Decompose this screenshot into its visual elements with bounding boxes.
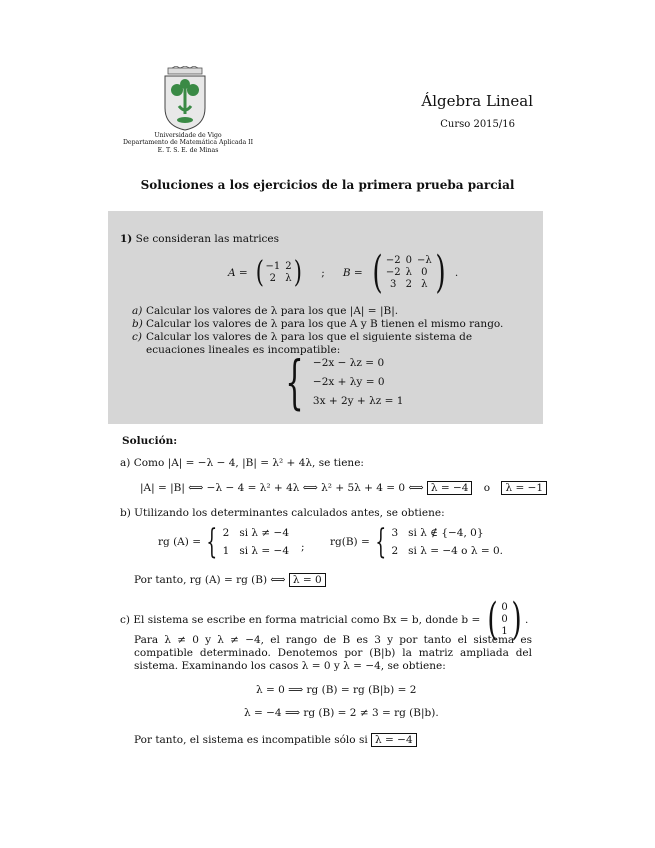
solution-b-conclusion xyxy=(134,574,326,586)
rank-b-label: rg(B) = xyxy=(330,536,370,548)
system-equation: 3x + 2y + λz = 1 xyxy=(312,394,404,407)
answer-box: λ = −4 xyxy=(427,481,473,495)
case-condition: si λ = −4 o λ = 0. xyxy=(408,545,503,557)
conclusion-text: Por tanto, el sistema es incompatible sólo si xyxy=(134,734,368,746)
matrix-a-label: A = xyxy=(228,267,248,279)
matrix-b-label: B = xyxy=(342,267,363,279)
matrix-cell: 0 xyxy=(421,267,428,278)
solution-c-paragraph: Para λ ≠ 0 y λ ≠ −4, el rango de B es 3 y por tanto el sistema es compatible determinado. Denotemos por (B|b) la matriz ampliada del sistema. Examinando los casos λ = 0 y λ = −4, se obtiene: xyxy=(134,634,532,672)
linear-system xyxy=(276,348,404,416)
part-tag: c) xyxy=(132,331,142,343)
solution-heading: Solución: xyxy=(122,435,178,447)
matrix-cell: λ xyxy=(285,273,292,284)
document-title: Soluciones a los ejercicios de la primera prueba parcial xyxy=(140,178,515,192)
case-value: 1 xyxy=(222,545,230,557)
vector-cell: 0 xyxy=(501,602,508,613)
solution-a-text: Como |A| = −λ − 4, |B| = λ² + 4λ, se tiene: xyxy=(133,457,364,469)
conclusion-text: Por tanto, rg (A) = rg (B) ⟺ xyxy=(134,574,286,586)
matrix-cell: −λ xyxy=(416,255,432,266)
matrix-period: . xyxy=(454,267,459,279)
case-row xyxy=(391,524,503,542)
equation-text: |A| = |B| ⟺ −λ − 4 = λ² + 4λ ⟺ λ² + 5λ + 4 = 0 ⟺ xyxy=(140,482,424,494)
part-tag: a) xyxy=(132,305,143,317)
answer-box: λ = −1 xyxy=(501,481,547,495)
institution-block xyxy=(108,132,268,154)
problem-number: 1) xyxy=(120,233,133,245)
case-condition: si λ ∉ {−4, 0} xyxy=(408,527,484,539)
case-value: 2 xyxy=(222,527,230,539)
answer-box: λ = 0 xyxy=(289,573,326,587)
institution-line: Departamento de Matemática Aplicada II xyxy=(122,139,254,147)
vector-cell: 1 xyxy=(501,626,508,637)
solution-c-eq1: λ = 0 ⟹ rg (B) = rg (B|b) = 2 xyxy=(256,684,417,696)
matrix-cell: −1 xyxy=(265,261,281,272)
solution-c-conclusion xyxy=(134,734,417,746)
matrix-cell: −2 xyxy=(385,255,401,266)
part-text: Calcular los valores de λ para los que A y B tienen el mismo rango. xyxy=(146,318,504,330)
case-condition: si λ = −4 xyxy=(239,545,290,557)
matrix-separator: ; xyxy=(321,267,325,279)
institution-line: E. T. S. E. de Minas xyxy=(157,146,219,154)
solution-a-equation xyxy=(140,482,547,494)
problem-parts xyxy=(132,305,532,357)
solution-a-intro xyxy=(120,457,364,469)
system-equation: −2x − λz = 0 xyxy=(312,356,385,369)
matrix-a: ( −1 2 2 λ ) xyxy=(255,255,302,290)
course-year: Curso 2015/16 xyxy=(440,119,515,130)
cases-brace: { xyxy=(206,522,218,562)
rank-separator: ; xyxy=(301,541,305,553)
solution-c-text: El sistema se escribe en forma matricial como Bx = b, donde b = xyxy=(133,614,481,626)
vector-cell: 0 xyxy=(501,614,508,625)
case-condition: si λ ≠ −4 xyxy=(239,527,290,539)
case-value: 2 xyxy=(391,545,399,557)
matrix-cell: λ xyxy=(421,279,428,290)
system-equation: −2x + λy = 0 xyxy=(312,375,385,388)
solution-c-eq2: λ = −4 ⟹ rg (B) = 2 ≠ 3 = rg (B|b). xyxy=(244,707,439,719)
university-logo xyxy=(160,66,210,132)
or-text: o xyxy=(483,482,491,494)
rank-b-cases xyxy=(330,524,503,560)
problem-intro-text: Se consideran las matrices xyxy=(135,233,280,245)
part-text: Calcular los valores de λ para los que |A| = |B|. xyxy=(146,305,399,317)
matrix-cell: 2 xyxy=(405,279,412,290)
matrix-cell: 2 xyxy=(269,273,276,284)
problem-part-a xyxy=(132,305,532,318)
institution-line: Universidade de Vigo xyxy=(154,132,222,139)
solution-tag: a) xyxy=(120,457,131,469)
cases-brace: { xyxy=(375,522,387,562)
matrices-row xyxy=(228,247,459,298)
problem-box xyxy=(108,211,543,424)
matrix-b: ( −2 0 −λ −2 λ 0 3 2 λ ) xyxy=(372,247,446,298)
answer-box: λ = −4 xyxy=(371,733,417,747)
system-brace: { xyxy=(285,348,304,416)
part-text: Calcular los valores de λ para los que el siguiente sistema de ecuaciones lineales es incompatible: xyxy=(146,331,473,356)
vector-period: . xyxy=(524,614,529,626)
solution-b-text: Utilizando los determinantes calculados antes, se obtiene: xyxy=(134,507,445,519)
matrix-cell: 2 xyxy=(285,261,292,272)
case-row xyxy=(391,542,503,560)
course-title: Álgebra Lineal xyxy=(421,92,533,110)
case-value: 3 xyxy=(391,527,399,539)
rank-a-label: rg (A) = xyxy=(158,536,201,548)
solution-tag: c) xyxy=(120,614,130,626)
rank-a-cases xyxy=(158,524,289,560)
matrix-cell: 0 xyxy=(405,255,412,266)
matrix-cell: 3 xyxy=(390,279,397,290)
problem-part-b xyxy=(132,318,532,331)
solution-tag: b) xyxy=(120,507,131,519)
matrix-cell: λ xyxy=(405,267,412,278)
matrix-cell: −2 xyxy=(385,267,401,278)
case-row xyxy=(223,524,289,542)
problem-intro xyxy=(120,233,279,245)
part-tag: b) xyxy=(132,318,143,330)
case-row xyxy=(223,542,289,560)
solution-b-intro xyxy=(120,507,445,519)
vector-b: ( 0 0 1 ) xyxy=(487,594,522,645)
